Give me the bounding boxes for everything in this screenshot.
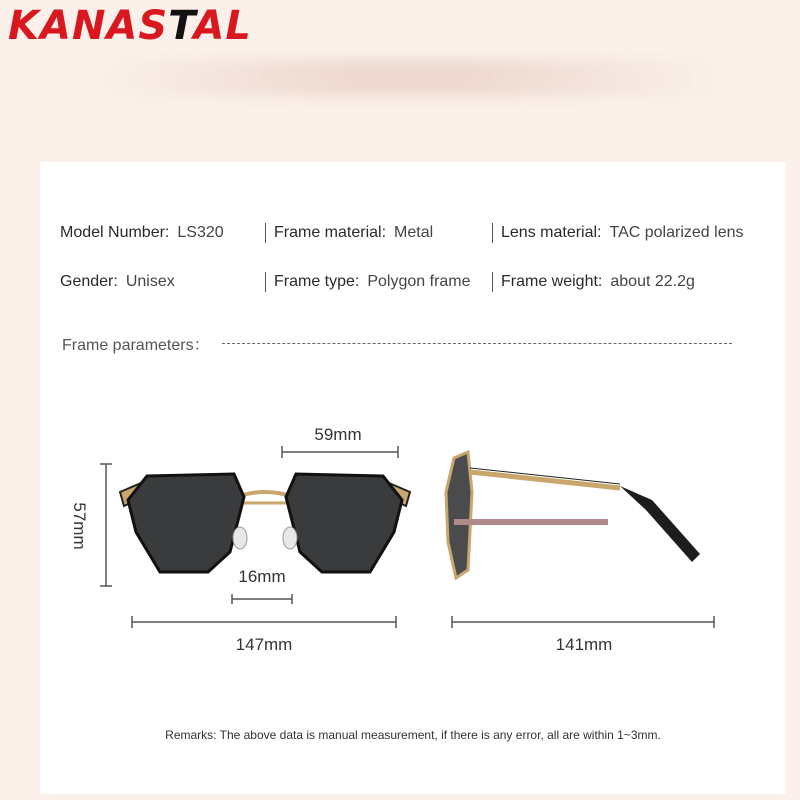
glasses-dimension-diagram xyxy=(40,162,786,794)
frame-width-label: 147mm xyxy=(235,635,293,654)
temple-length-label: 141mm xyxy=(555,635,613,654)
glasses-side-view xyxy=(446,452,704,578)
spec-model: Model Number: LS320 xyxy=(60,224,224,241)
spec-lens-material: Lens material: TAC polarized lens xyxy=(501,224,744,241)
brand-logo: KANASTAL xyxy=(8,3,252,49)
glasses-front-view xyxy=(120,474,410,572)
frame-parameters-label: Frame parameters： xyxy=(62,337,210,354)
spec-frame-type: Frame type: Polygon frame xyxy=(274,273,471,290)
spec-card xyxy=(40,162,786,794)
remarks-text: Remarks: The above data is manual measurement, if there is any error, all are within 1~3mm. xyxy=(165,728,661,742)
spec-frame-material: Frame material: Metal xyxy=(274,224,434,241)
lens-height-label: 57mm xyxy=(70,502,89,550)
bridge-width-label: 16mm xyxy=(238,567,286,586)
blurred-banner-decoration xyxy=(100,60,720,96)
lens-width-label: 59mm xyxy=(314,425,362,444)
spec-frame-weight: Frame weight: about 22.2g xyxy=(501,273,695,290)
spec-gender: Gender: Unisex xyxy=(60,273,175,290)
